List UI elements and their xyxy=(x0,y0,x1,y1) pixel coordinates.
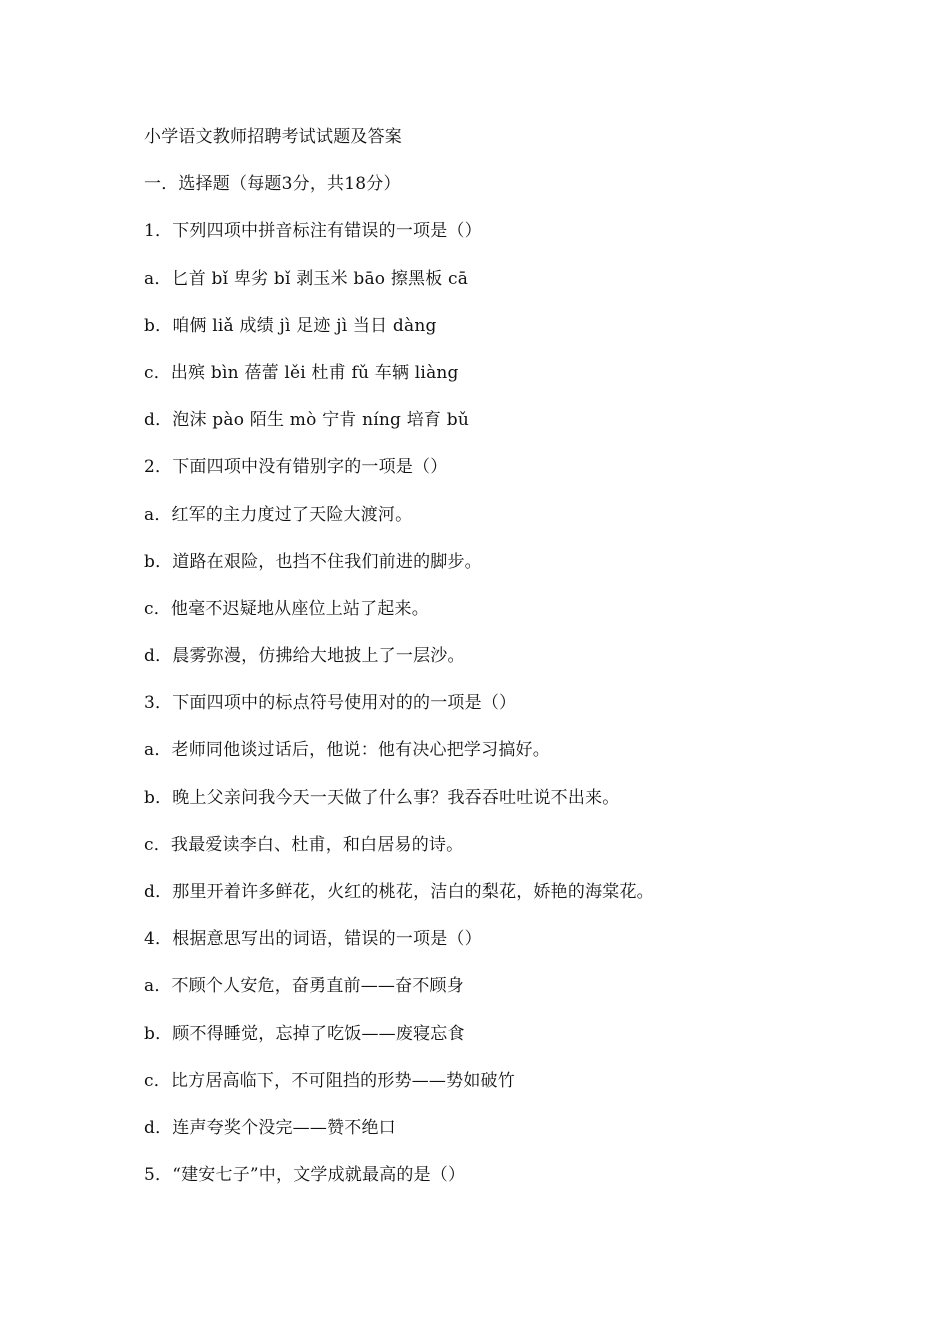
question-4-option-a: a．不顾个人安危，奋勇直前——奋不顾身 xyxy=(144,976,464,997)
question-3-stem: 3．下面四项中的标点符号使用对的的一项是（） xyxy=(144,693,517,714)
question-1-option-c: c．出殡 bìn 蓓蕾 lěi 杜甫 fǔ 车辆 liàng xyxy=(144,362,459,383)
question-1-option-a: a．匕首 bǐ 卑劣 bǐ 剥玉米 bāo 擦黑板 cā xyxy=(144,268,469,289)
question-1-option-b: b．咱俩 liǎ 成绩 jì 足迹 jì 当日 dàng xyxy=(144,315,437,336)
question-3-option-b: b．晚上父亲问我今天一天做了什么事？我吞吞吐吐说不出来。 xyxy=(144,787,620,808)
question-1-stem: 1．下列四项中拼音标注有错误的一项是（） xyxy=(144,221,482,242)
question-3-option-d: d．那里开着许多鲜花，火红的桃花，洁白的梨花，娇艳的海棠花。 xyxy=(144,882,654,902)
question-2-option-b: b．道路在艰险，也挡不住我们前进的脚步。 xyxy=(144,551,482,572)
question-4-option-d: d．连声夸奖个没完——赞不绝口 xyxy=(144,1117,396,1138)
document-title: 小学语文教师招聘考试试题及答案 xyxy=(144,127,402,147)
document-body xyxy=(144,120,864,1205)
question-3-option-c: c．我最爱读李白、杜甫，和白居易的诗。 xyxy=(144,834,464,855)
question-2-option-a: a．红军的主力度过了天险大渡河。 xyxy=(144,504,413,525)
question-5-stem: 5．“建安七子”中，文学成就最高的是（） xyxy=(144,1165,466,1186)
question-2-stem: 2．下面四项中没有错别字的一项是（） xyxy=(144,457,448,478)
question-4-stem: 4．根据意思写出的词语，错误的一项是（） xyxy=(144,929,482,950)
question-2-option-c: c．他毫不迟疑地从座位上站了起来。 xyxy=(144,598,429,619)
question-4-option-c: c．比方居高临下，不可阻挡的形势——势如破竹 xyxy=(144,1070,515,1091)
section-heading: 一．选择题（每题3分，共18分） xyxy=(144,174,401,195)
question-4-option-b: b．顾不得睡觉，忘掉了吃饭——废寝忘食 xyxy=(144,1023,465,1044)
question-2-option-d: d．晨雾弥漫，仿拂给大地披上了一层沙。 xyxy=(144,646,465,667)
question-1-option-d: d．泡沫 pào 陌生 mò 宁肯 níng 培育 bǔ xyxy=(144,410,469,431)
question-3-option-a: a．老师同他谈过话后，他说：他有决心把学习搞好。 xyxy=(144,740,550,761)
